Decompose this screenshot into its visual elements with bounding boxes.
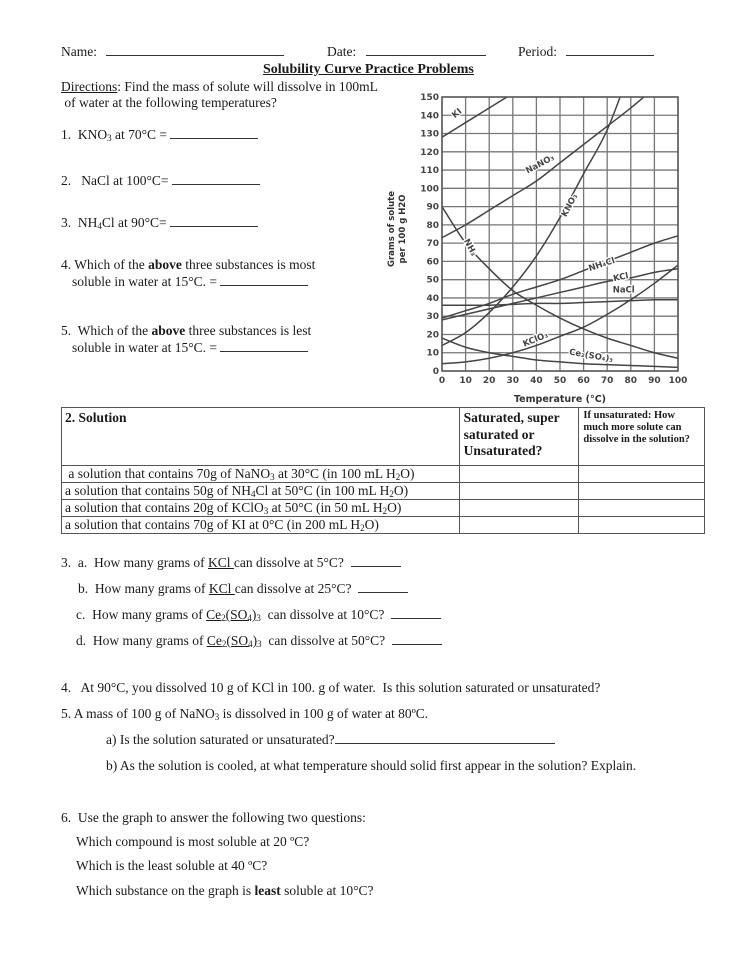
directions-label: Directions bbox=[61, 79, 118, 94]
text: O) bbox=[400, 466, 415, 481]
subscript: 2 bbox=[395, 472, 401, 482]
svg-text:150: 150 bbox=[420, 93, 439, 103]
question-5 bbox=[61, 322, 311, 356]
answer-blank-3[interactable] bbox=[170, 216, 258, 227]
question-number: 1. bbox=[61, 127, 72, 142]
text: O) bbox=[387, 500, 402, 515]
question-6a: Which compound is most soluble at 20 ºC? bbox=[76, 834, 310, 849]
svg-text:0: 0 bbox=[432, 367, 439, 377]
svg-text:80: 80 bbox=[624, 376, 638, 386]
period-blank[interactable] bbox=[566, 45, 654, 56]
emphasis: above bbox=[151, 323, 186, 338]
more-solute-answer-cell[interactable] bbox=[579, 500, 705, 517]
question-3d bbox=[76, 633, 442, 649]
question-text: Which substance on the graph is bbox=[76, 883, 255, 898]
y-axis-label bbox=[387, 191, 408, 267]
question-text: 5. Which of the bbox=[61, 323, 152, 338]
question-text: Cl at 90°C= bbox=[101, 215, 171, 230]
curve-label: KNO₃ bbox=[559, 192, 581, 219]
answer-blank-1[interactable] bbox=[170, 128, 258, 139]
question-5b: b) As the solution is cooled, at what temperature should solid first appear in the solution? Explain. bbox=[106, 758, 637, 773]
subscript: 3 bbox=[107, 133, 112, 143]
compound: KCl bbox=[207, 555, 234, 570]
question-4-kcl: 4. At 90°C, you dissolved 10 g of KCl in 100. g of water. Is this solution saturated or unsaturated? bbox=[61, 680, 601, 695]
subscript: 3 bbox=[263, 506, 269, 516]
question-3b bbox=[78, 581, 408, 597]
more-solute-answer-cell[interactable] bbox=[579, 517, 705, 534]
formula: NH bbox=[77, 215, 98, 230]
question-text: can dissolve at 10°C? bbox=[260, 607, 392, 622]
question-3 bbox=[61, 215, 258, 231]
question-1 bbox=[61, 127, 258, 143]
answer-blank-3a[interactable] bbox=[351, 556, 401, 567]
header-saturation: Saturated, super saturated or Unsaturated? bbox=[459, 408, 579, 466]
svg-text:90: 90 bbox=[648, 376, 661, 386]
svg-text:60: 60 bbox=[426, 257, 439, 268]
compound bbox=[206, 607, 261, 622]
solution-description bbox=[62, 483, 460, 500]
solubility-curve-chart bbox=[378, 88, 723, 408]
question-text: 4. Which of the bbox=[61, 257, 149, 272]
svg-text:20: 20 bbox=[426, 330, 439, 341]
text: at 30°C (in 100 mL H bbox=[274, 466, 396, 481]
saturation-answer-cell[interactable] bbox=[459, 500, 579, 517]
header-solution: 2. Solution bbox=[62, 408, 460, 466]
svg-text:110: 110 bbox=[420, 166, 439, 177]
subscript: 2 bbox=[360, 523, 365, 533]
question-text: can dissolve at 5°C? bbox=[233, 555, 351, 570]
svg-text:130: 130 bbox=[420, 129, 439, 140]
curve-label: NaNO₃ bbox=[524, 152, 557, 177]
answer-blank-5a[interactable] bbox=[335, 733, 555, 744]
table-row bbox=[62, 466, 705, 483]
svg-text:30: 30 bbox=[506, 376, 520, 386]
svg-text:60: 60 bbox=[577, 376, 590, 386]
curve-label: KClO₃ bbox=[521, 330, 550, 350]
subscript: 3 bbox=[256, 613, 261, 623]
curve-label: Ce₂(SO₄)₃ bbox=[568, 347, 614, 366]
curve-kno3 bbox=[442, 88, 654, 345]
svg-text:20: 20 bbox=[482, 376, 496, 386]
chart-grid bbox=[442, 97, 678, 371]
text: Ce bbox=[206, 633, 222, 648]
svg-text:120: 120 bbox=[420, 147, 439, 158]
solution-description bbox=[62, 500, 460, 517]
curve-label: KCl bbox=[612, 271, 630, 285]
subscript: 2 bbox=[389, 489, 394, 499]
subscript: 2 bbox=[382, 506, 388, 516]
directions-text-2: of water at the following temperatures? bbox=[61, 95, 277, 110]
question-number: 2. bbox=[61, 173, 72, 188]
name-label: Name: bbox=[61, 44, 97, 59]
question-text: three substances is most bbox=[181, 257, 316, 272]
question-text: d. How many grams of bbox=[76, 633, 207, 648]
question-text: three substances is lest bbox=[185, 323, 312, 338]
question-5-nano3 bbox=[61, 706, 428, 722]
page-title: Solubility Curve Practice Problems bbox=[263, 62, 474, 77]
question-2 bbox=[61, 173, 260, 189]
answer-blank-3b[interactable] bbox=[358, 582, 408, 593]
svg-text:per 100 g H2O: per 100 g H2O bbox=[398, 194, 408, 264]
answer-blank-2[interactable] bbox=[172, 174, 260, 185]
question-3c bbox=[76, 607, 441, 623]
more-solute-answer-cell[interactable] bbox=[579, 483, 705, 500]
subscript: 2 bbox=[221, 639, 227, 649]
svg-text:40: 40 bbox=[530, 376, 543, 386]
text: ) bbox=[251, 607, 257, 622]
question-text: at 70°C = bbox=[111, 127, 171, 142]
question-text: a) Is the solution saturated or unsaturated? bbox=[106, 732, 335, 747]
solution-table bbox=[61, 407, 705, 534]
svg-text:70: 70 bbox=[426, 239, 439, 250]
directions-text-1: : Find the mass of solute will dissolve in 100mL bbox=[117, 79, 378, 94]
period-label: Period: bbox=[518, 44, 557, 59]
compound: KCl bbox=[208, 581, 235, 596]
formula: KNO bbox=[77, 127, 108, 142]
question-text: is dissolved in 100 g of water at 80ºC. bbox=[219, 706, 429, 721]
question-6-intro: 6. Use the graph to answer the following two questions: bbox=[61, 810, 366, 825]
question-text: can dissolve at 50°C? bbox=[261, 633, 392, 648]
answer-blank-5[interactable] bbox=[220, 341, 308, 352]
question-text: 3. a. How many grams of bbox=[61, 555, 208, 570]
name-blank[interactable] bbox=[106, 45, 284, 56]
emphasis: above bbox=[148, 257, 182, 272]
name-field[interactable] bbox=[61, 44, 284, 60]
question-text: c. How many grams of bbox=[76, 607, 207, 622]
text: at 50°C (in 50 mL H bbox=[268, 500, 383, 515]
subscript: 4 bbox=[97, 221, 102, 231]
question-text: soluble in water at 15°C. = bbox=[72, 274, 221, 289]
subscript: 3 bbox=[257, 639, 262, 649]
question-6c bbox=[76, 883, 373, 899]
subscript: 4 bbox=[250, 489, 256, 499]
subscript: 4 bbox=[247, 613, 252, 623]
period-field[interactable] bbox=[518, 44, 654, 60]
table-row bbox=[62, 500, 705, 517]
question-text: can dissolve at 25°C? bbox=[234, 581, 359, 596]
text: ) bbox=[252, 633, 258, 648]
svg-text:10: 10 bbox=[426, 348, 439, 359]
curve-label: NH₃ bbox=[461, 237, 479, 258]
curve-label: NaCl bbox=[612, 285, 635, 296]
svg-text:30: 30 bbox=[426, 312, 439, 323]
subscript: 2 bbox=[221, 613, 226, 623]
text: (SO bbox=[225, 607, 248, 622]
axis-ticks bbox=[420, 93, 687, 386]
curve-label: KI bbox=[450, 106, 465, 121]
question-number: 3. bbox=[61, 215, 72, 230]
table-row bbox=[62, 517, 705, 534]
saturation-answer-cell[interactable] bbox=[459, 517, 579, 534]
svg-text:100: 100 bbox=[420, 184, 439, 195]
question-text: NaCl at 100°C= bbox=[81, 173, 172, 188]
svg-text:50: 50 bbox=[553, 376, 567, 386]
question-text: b. How many grams of bbox=[78, 581, 209, 596]
question-6b: Which is the least soluble at 40 ºC? bbox=[76, 858, 268, 873]
solution-description bbox=[62, 517, 460, 534]
text: Ce bbox=[206, 607, 222, 622]
saturation-answer-cell[interactable] bbox=[459, 483, 579, 500]
subscript: 3 bbox=[270, 472, 275, 482]
text: O) bbox=[393, 483, 409, 498]
svg-text:10: 10 bbox=[459, 376, 472, 386]
question-text: soluble in water at 15°C. = bbox=[72, 340, 221, 355]
question-4 bbox=[61, 256, 315, 290]
svg-text:Grams of solute: Grams of solute bbox=[387, 191, 397, 267]
date-field[interactable] bbox=[327, 44, 486, 60]
text: a solution that contains 50g of NH bbox=[65, 483, 251, 498]
svg-text:50: 50 bbox=[426, 275, 439, 286]
svg-text:90: 90 bbox=[426, 202, 439, 213]
question-3a bbox=[61, 555, 401, 571]
svg-text:70: 70 bbox=[600, 376, 614, 386]
table-row bbox=[62, 483, 705, 500]
text: a solution that contains 20g of KClO bbox=[65, 500, 264, 515]
header-more-solute: If unsaturated: How much more solute can dissolve in the solution? bbox=[579, 408, 705, 466]
directions bbox=[61, 79, 378, 111]
svg-text:0: 0 bbox=[438, 376, 446, 386]
table-header-row bbox=[62, 408, 705, 466]
text: a solution that contains 70g of NaNO bbox=[65, 466, 271, 481]
svg-text:40: 40 bbox=[426, 293, 439, 304]
question-text: soluble at 10°C? bbox=[280, 883, 374, 898]
answer-blank-4[interactable] bbox=[220, 275, 308, 286]
emphasis: least bbox=[254, 883, 281, 898]
curve-label: NH₄Cl bbox=[587, 256, 617, 274]
answer-blank-3c[interactable] bbox=[391, 608, 441, 619]
svg-text:140: 140 bbox=[420, 111, 439, 122]
text: Cl at 50°C (in 100 mL H bbox=[255, 483, 390, 498]
date-label: Date: bbox=[327, 44, 357, 59]
more-solute-answer-cell[interactable] bbox=[579, 466, 705, 483]
question-text: 5. A mass of 100 g of NaNO bbox=[61, 706, 215, 721]
text: a solution that contains 70g of KI at 0°C (in 200 mL H bbox=[65, 517, 361, 532]
subscript: 4 bbox=[248, 639, 253, 649]
svg-text:80: 80 bbox=[426, 220, 439, 231]
solution-description bbox=[62, 466, 460, 483]
text: O) bbox=[364, 517, 379, 532]
date-blank[interactable] bbox=[366, 45, 486, 56]
question-5a bbox=[106, 732, 555, 748]
compound bbox=[207, 633, 262, 648]
saturation-answer-cell[interactable] bbox=[459, 466, 579, 483]
svg-text:100: 100 bbox=[668, 376, 688, 386]
answer-blank-3d[interactable] bbox=[392, 634, 442, 645]
subscript: 3 bbox=[214, 712, 220, 722]
x-axis-label: Temperature (°C) bbox=[513, 394, 607, 405]
text: (SO bbox=[226, 633, 249, 648]
